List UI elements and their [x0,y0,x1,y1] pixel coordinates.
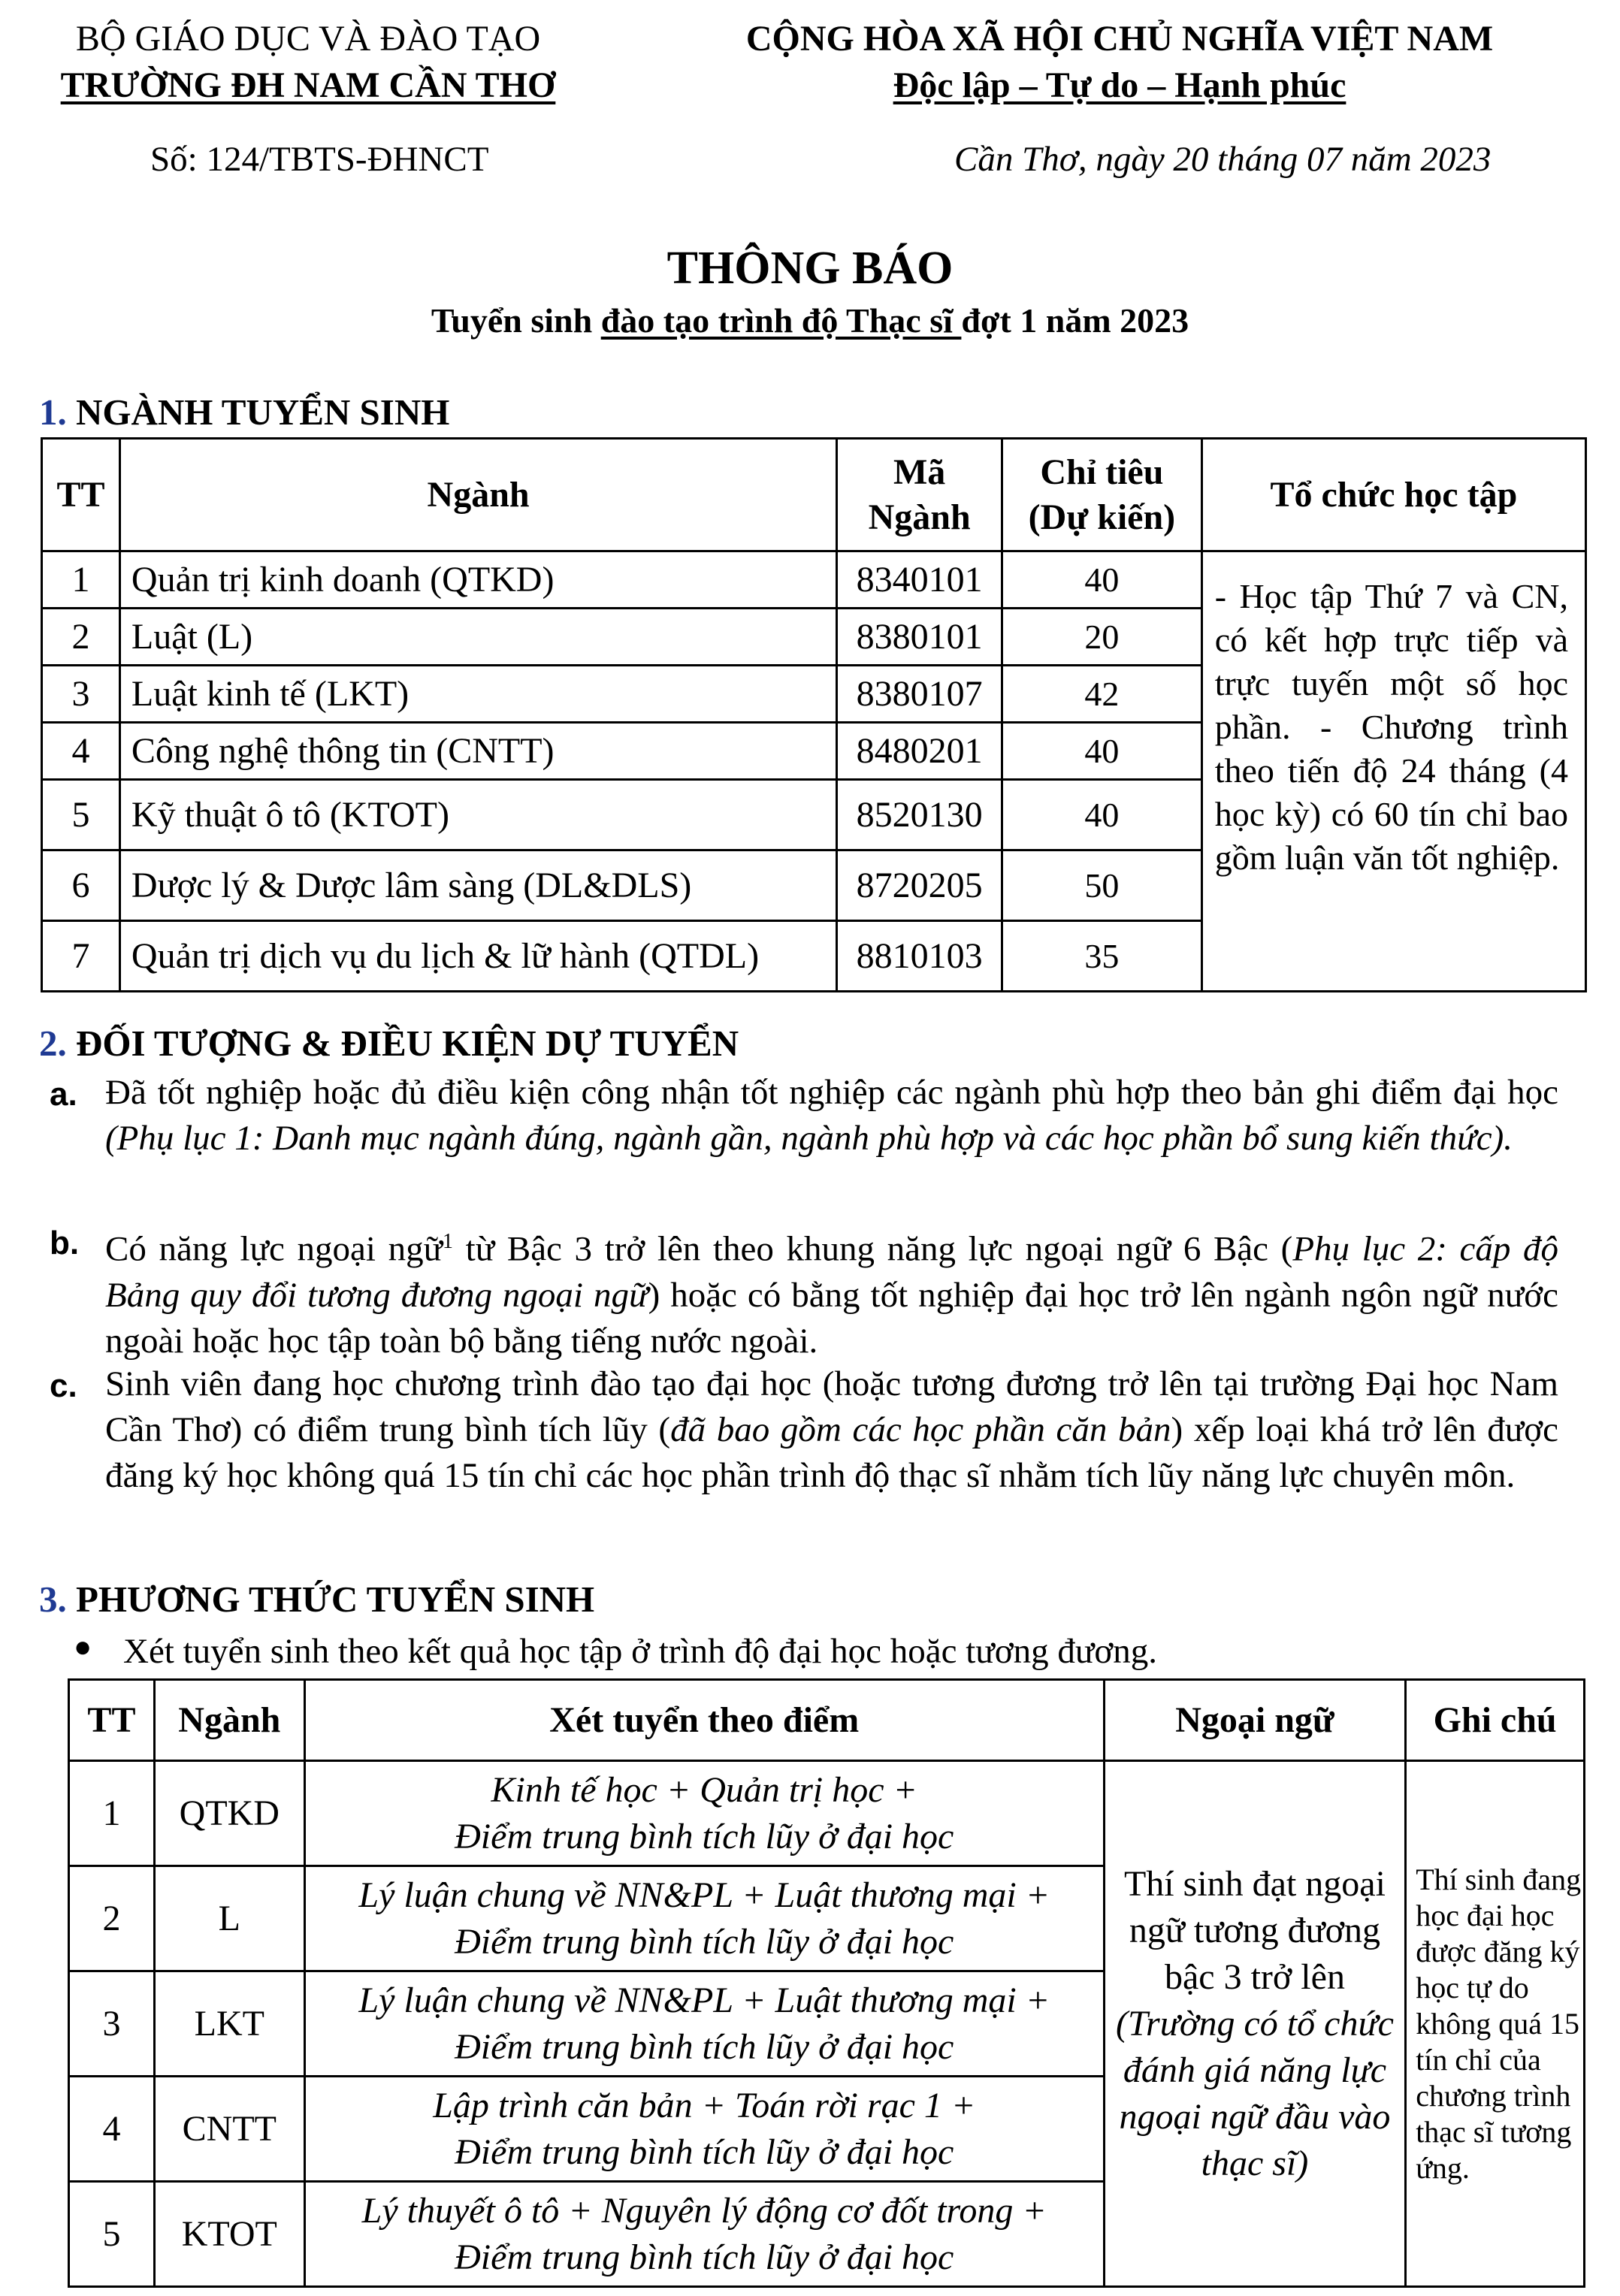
ministry-name: BỘ GIÁO DỤC VÀ ĐÀO TẠO [75,19,541,59]
majors-table [41,437,1587,992]
col-tt: TT [42,439,120,551]
nation-name: CỘNG HÒA XÃ HỘI CHỦ NGHĨA VIỆT NAM [745,19,1494,59]
col-chi-tieu [1002,439,1202,551]
row-quota: 40 [1002,551,1202,609]
formula-line2: Điểm trung bình tích lũy ở đại học [455,1816,954,1856]
document-date: Cần Thơ, ngày 20 tháng 07 năm 2023 [954,140,1492,179]
study-organization-text: - Học tập Thứ 7 và CN, có kết hợp trực tiếp và trực tuyến một số học phần. - Chương trình theo tiến độ 24 tháng (4 học kỳ) có 60 tín chỉ bao gồm luận văn tốt nghiệp. [1214,577,1568,877]
footnote-marker: 1 [443,1230,454,1253]
row-code: LKT [154,1971,304,2077]
note-text: Thí sinh đang học đại học được đăng ký học tự do không quá 15 tín chỉ của chương trình thạc sĩ tương ứng. [1416,1862,1582,2185]
col-xet-tuyen: Xét tuyển theo điểm [304,1680,1104,1761]
section-3-title: PHƯƠNG THỨC TUYỂN SINH [76,1578,595,1620]
section-2-heading [39,1022,739,1065]
item-c-label: c. [50,1367,77,1404]
formula-line1: Lý luận chung về NN&PL + Luật thương mại + [358,1875,1050,1915]
col-ma-line1: Mã [893,452,946,492]
motto [661,63,1578,108]
formula-line2: Điểm trung bình tích lũy ở đại học [455,2237,954,2277]
row-tt: 2 [69,1866,155,1971]
language-italic: (Trường có tổ chức đánh giá năng lực ngoại ngữ đầu vào thạc sĩ) [1115,2003,1394,2183]
row-quota: 35 [1002,921,1202,992]
row-quota: 50 [1002,850,1202,921]
document-title: THÔNG BÁO [666,243,954,294]
row-code: KTOT [154,2182,304,2287]
item-c-text [105,1361,1558,1499]
row-quota: 42 [1002,666,1202,723]
item-c-body1: Sinh viên đang học chương trình đào tạo đại học (hoặc tương đương trở lên tại trường Đại học Nam Cần Thơ) có điểm trung bình tích lũy ( [105,1364,1558,1449]
row-tt: 5 [69,2182,155,2287]
col-to-chuc: Tổ chức học tập [1201,439,1585,551]
row-formula [304,2182,1104,2287]
row-code: 8380101 [837,609,1002,666]
item-a-text [105,1070,1558,1162]
row-name: Quản trị kinh doanh (QTKD) [119,551,836,609]
section-3-heading [39,1578,594,1621]
bullet-icon: ● [74,1630,92,1663]
row-formula [304,2077,1104,2182]
row-name: Luật kinh tế (LKT) [119,666,836,723]
study-organization-note [1201,551,1585,992]
row-code: 8380107 [837,666,1002,723]
subtitle-part-a: Tuyển sinh [431,301,601,340]
section-2-number: 2. [39,1023,67,1064]
formula-line1: Kinh tế học + Quản trị học + [491,1769,917,1810]
item-a-body: Đã tốt nghiệp hoặc đủ điều kiện công nhận tốt nghiệp các ngành phù hợp theo bản ghi điểm đại học [105,1073,1558,1112]
row-tt: 6 [42,850,120,921]
item-c-italic: đã bao gồm các học phần căn bản [670,1410,1171,1449]
row-tt: 3 [42,666,120,723]
item-b-body3: ) hoặc có bằng tốt nghiệp đại học trở lên ngành ngôn ngữ nước ngoài hoặc học tập toàn bộ bằng tiếng nước ngoài. [105,1275,1558,1361]
formula-line2: Điểm trung bình tích lũy ở đại học [455,2026,954,2067]
row-code: 8520130 [837,780,1002,850]
formula-line2: Điểm trung bình tích lũy ở đại học [455,1921,954,1962]
row-code: 8810103 [837,921,1002,992]
row-code: QTKD [154,1761,304,1866]
col-nganh: Ngành [154,1680,304,1761]
document-number: Số: 124/TBTS-ĐHNCT [150,140,489,179]
motto-text: Độc lập – Tự do – Hạnh phúc [893,65,1346,105]
item-b-body1: Có năng lực ngoại ngữ [105,1229,443,1269]
table-row [42,551,1586,609]
method-bullet-text: Xét tuyển sinh theo kết quả học tập ở trình độ đại học hoặc tương đương. [123,1632,1157,1671]
majors-table-header [42,439,1586,551]
row-name: Quản trị dịch vụ du lịch & lữ hành (QTDL) [119,921,836,992]
formula-line1: Lý thuyết ô tô + Nguyên lý động cơ đốt trong + [361,2190,1047,2231]
section-1-title: NGÀNH TUYỂN SINH [76,391,450,433]
row-tt: 7 [42,921,120,992]
item-a-label: a. [50,1076,77,1113]
section-1-number: 1. [39,391,67,433]
col-ma-line2: Ngành [868,497,971,537]
col-nganh: Ngành [119,439,836,551]
row-code: 8480201 [837,723,1002,780]
note-cell [1406,1761,1585,2287]
row-formula [304,1866,1104,1971]
col-tt: TT [69,1680,155,1761]
language-text: Thí sinh đạt ngoại ngữ tương đương bậc 3 trở lên [1123,1863,1386,1997]
row-code: 8340101 [837,551,1002,609]
row-tt: 4 [69,2077,155,2182]
document-subtitle [0,301,1620,340]
row-code: L [154,1866,304,1971]
item-c-body2: ) xếp loại khá trở lên được đăng ký học không quá 15 tín chỉ các học phần trình độ thạc sĩ nhằm tích lũy năng lực chuyên môn. [105,1410,1558,1495]
section-1-heading [39,391,449,434]
formula-line2: Điểm trung bình tích lũy ở đại học [455,2131,954,2172]
col-ngoai-ngu: Ngoại ngữ [1104,1680,1405,1761]
row-name: Công nghệ thông tin (CNTT) [119,723,836,780]
row-quota: 40 [1002,723,1202,780]
subtitle-part-c: đợt 1 năm 2023 [961,301,1189,340]
row-tt: 4 [42,723,120,780]
formula-line1: Lập trình căn bản + Toán rời rạc 1 + [433,2085,976,2125]
row-name: Luật (L) [119,609,836,666]
row-quota: 20 [1002,609,1202,666]
item-a-italic: (Phụ lục 1: Danh mục ngành đúng, ngành gần, ngành phù hợp và các học phần bổ sung kiến thức). [105,1119,1513,1158]
formula-line1: Lý luận chung về NN&PL + Luật thương mại + [358,1980,1050,2020]
university-name-text: TRƯỜNG ĐH NAM CẦN THƠ [60,65,556,105]
col-ct-line2: (Dự kiến) [1028,497,1176,537]
row-formula [304,1971,1104,2077]
item-b-italic: Phụ lục 2: cấp độ Bảng quy đổi tương đương ngoại ngữ [105,1229,1559,1315]
admission-method-table [68,1678,1585,2288]
col-ct-line1: Chỉ tiêu [1040,452,1164,492]
row-code: CNTT [154,2077,304,2182]
section-2-title: ĐỐI TƯỢNG & ĐIỀU KIỆN DỰ TUYỂN [76,1023,739,1064]
row-formula [304,1761,1104,1866]
university-name [30,63,586,108]
item-b-label: b. [50,1225,80,1261]
row-code: 8720205 [837,850,1002,921]
subtitle-part-b: đào tạo trình độ Thạc sĩ [600,301,962,340]
language-requirement [1104,1761,1405,2287]
table-row [69,1761,1585,1866]
method-table-header [69,1680,1585,1761]
row-name: Dược lý & Dược lâm sàng (DL&DLS) [119,850,836,921]
row-quota: 40 [1002,780,1202,850]
row-tt: 2 [42,609,120,666]
col-ma [837,439,1002,551]
section-3-number: 3. [39,1578,67,1620]
row-tt: 3 [69,1971,155,2077]
item-b-body2: từ Bậc 3 trở lên theo khung năng lực ngoại ngữ 6 Bậc ( [453,1229,1293,1269]
row-name: Kỹ thuật ô tô (KTOT) [119,780,836,850]
col-ghi-chu: Ghi chú [1406,1680,1585,1761]
row-tt: 1 [69,1761,155,1866]
row-tt: 1 [42,551,120,609]
item-b-text [105,1219,1558,1364]
row-tt: 5 [42,780,120,850]
